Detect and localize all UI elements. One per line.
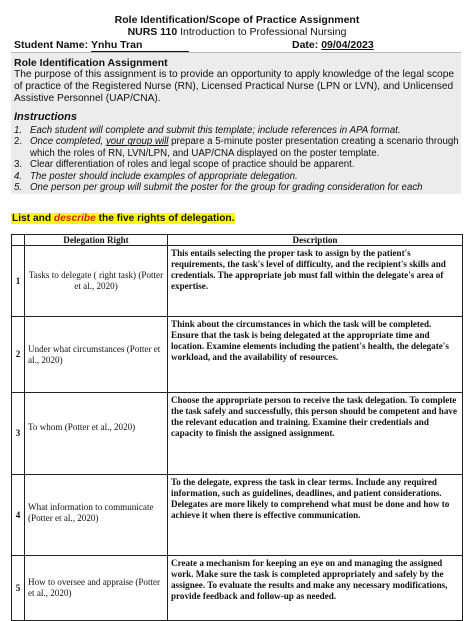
instruction-item	[14, 125, 460, 136]
instruction-text-pre: Once completed,	[30, 136, 106, 148]
delegation-right-cell: Tasks to delegate ( right task) (Potter et al., 2020)	[25, 246, 168, 317]
instruction-text-underlined: your group will	[105, 136, 169, 148]
instruction-text: Clear differentiation of roles and legal scope of practice should be apparent.	[30, 159, 355, 171]
assignment-heading: Role Identification Assignment	[14, 57, 168, 69]
delegation-right-cell: To whom (Potter et al., 2020)	[25, 393, 168, 475]
course-line	[0, 26, 474, 38]
date-label: Date:	[292, 39, 319, 51]
instructions-list	[14, 125, 460, 193]
table-row	[12, 556, 463, 621]
date-line	[292, 39, 374, 51]
instruction-item	[14, 171, 460, 182]
row-number: 4	[12, 475, 25, 556]
instruction-number: 3.	[14, 159, 23, 171]
document-title: Role Identification/Scope of Practice Assignment	[114, 14, 360, 26]
table-row	[12, 393, 463, 475]
delegation-right-cell: What information to communicate (Potter et al., 2020)	[25, 475, 168, 556]
description-cell: Create a mechanism for keeping an eye on and managing the assigned work. Make sure the task is completed appropriately and safely by the assignee. To evaluate the results and make any necessary modifications, provide feedback and follow-up as needed.	[168, 556, 463, 621]
purpose-text: The purpose of this assignment is to provide an opportunity to apply knowledge of the legal scope of practice of the Registered Nurse (RN), Licensed Practical Nurse (LPN or LVN), and Unlicensed Assistive Personnel (UAP/CNA).	[14, 69, 455, 105]
student-name-line	[14, 39, 189, 52]
instruction-number: 4.	[14, 170, 23, 182]
header-delegation-right: Delegation Right	[25, 235, 168, 246]
header-blank-cell	[12, 235, 25, 246]
student-name-label: Student Name:	[14, 39, 89, 51]
course-code: NURS 110	[127, 26, 178, 38]
instruction-item	[14, 136, 460, 159]
student-name-value: Ynhu Tran	[91, 39, 189, 52]
delegation-right-cell: How to oversee and appraise (Potter et al., 2020)	[25, 556, 168, 621]
instruction-text: One person per group will submit the poster for the group for grading consideration for each	[30, 182, 423, 194]
task-prompt-emphasis: describe	[53, 213, 96, 224]
instruction-number: 2.	[14, 136, 23, 148]
instruction-item	[14, 182, 460, 193]
table-row	[12, 246, 463, 317]
delegation-table	[11, 234, 463, 621]
instruction-item	[14, 159, 460, 170]
description-cell: Think about the circumstances in which the task will be completed. Ensure that the task is being delegated at the appropriate time and location. Examine elements including the patient's health, the delegate's workload, and the availability of resources.	[168, 317, 463, 393]
assignment-info-box	[11, 52, 461, 194]
task-prompt	[11, 213, 235, 224]
instruction-text: The poster should include examples of appropriate delegation.	[30, 170, 298, 182]
delegation-right-cell: Under what circumstances (Potter et al., 2020)	[25, 317, 168, 393]
row-number: 5	[12, 556, 25, 621]
row-number: 3	[12, 393, 25, 475]
row-number: 1	[12, 246, 25, 317]
instructions-heading: Instructions	[14, 111, 77, 123]
description-cell: Choose the appropriate person to receive the task delegation. To complete the task safely and successfully, this person should be competent and have the relevant education and training. Examine their credentials and capacity to finish the assigned assignment.	[168, 393, 463, 475]
table-row	[12, 317, 463, 393]
description-cell: This entails selecting the proper task to assign by the patient's requirements, the task's level of difficulty, and the recipient's skills and credentials. The appropriate job must fall within the delegate's area of expertise.	[168, 246, 463, 317]
instruction-number: 5.	[14, 182, 23, 194]
task-prompt-post: the five rights of delegation.	[95, 213, 235, 224]
task-prompt-pre: List and	[12, 213, 54, 224]
description-cell: To the delegate, express the task in clear terms. Include any required information, such as guidelines, deadlines, and patient considerations. Delegates are more likely to comprehend what must be done and how to achieve it when there is effective communication.	[168, 475, 463, 556]
instruction-number: 1.	[14, 125, 23, 136]
table-row	[12, 475, 463, 556]
row-number: 2	[12, 317, 25, 393]
header-description: Description	[168, 235, 463, 246]
instruction-text: Each student will complete and submit this template; include references in APA format.	[30, 125, 401, 136]
date-value: 09/04/2023	[321, 39, 374, 51]
instruction-text-post: prepare a 5-minute poster presentation creating a scenario through which the roles of RN, LVN/LPN, and UAP/CNA displayed on the poster template.	[30, 136, 459, 159]
table-header-row	[12, 235, 463, 246]
course-name: Introduction to Professional Nursing	[180, 26, 347, 38]
